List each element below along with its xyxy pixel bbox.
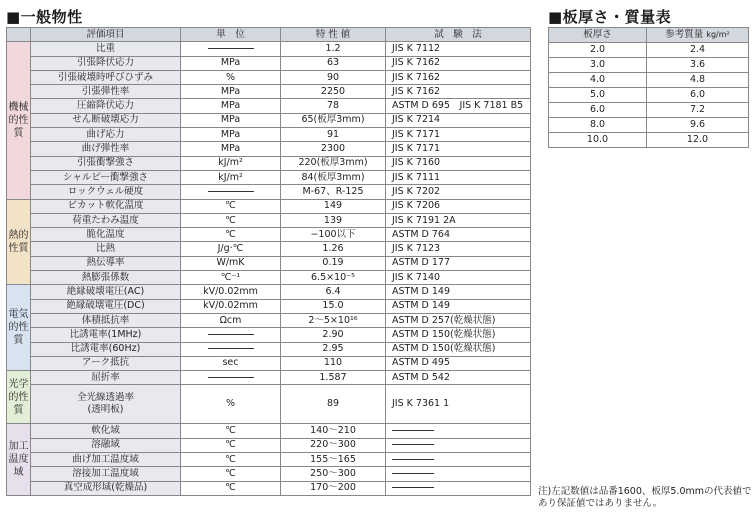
dash-line [208,348,254,349]
mass-cell: 9.6 [647,118,749,133]
item-name: 曲げ弾性率 [31,142,181,156]
value-cell: 170～200 [281,481,386,495]
value-cell: 155～165 [281,453,386,467]
unit-cell: ℃⁻¹ [181,271,281,285]
value-cell: 2～5×10¹⁶ [281,313,386,327]
dash-line [392,473,434,474]
mass-cell: 7.2 [647,103,749,118]
test-method-cell [386,438,531,452]
test-method-cell: JIS K 7162 [386,70,531,84]
table-row [7,142,531,156]
table-row [7,42,531,56]
value-cell: 140～210 [281,424,386,438]
table-row [7,128,531,142]
header-item: 評価項目 [31,28,181,42]
test-method-cell: ASTM D 542 [386,371,531,385]
item-name: 荷重たわみ温度 [31,213,181,227]
thickness-cell: 8.0 [549,118,647,133]
thickness-cell: 4.0 [549,73,647,88]
category-label: 熱的性質 [7,199,31,285]
test-method-cell: JIS K 7112 [386,42,531,56]
dash-line [208,334,254,335]
thickness-cell: 2.0 [549,43,647,58]
value-cell: 84(板厚3mm) [281,170,386,184]
unit-cell [181,328,281,342]
test-method-cell: ASTM D 695 JIS K 7181 B5 [386,99,531,113]
table-row [7,156,531,170]
test-method-cell: JIS K 7123 [386,242,531,256]
item-name: ビカット軟化温度 [31,199,181,213]
table-row [7,424,531,438]
test-method-cell: JIS K 7160 [386,156,531,170]
dash-line [208,191,254,192]
table-row [7,313,531,327]
unit-cell: MPa [181,99,281,113]
table-row [549,58,749,73]
item-name: 引張衝撃強さ [31,156,181,170]
test-method-cell: ASTM D 149 [386,285,531,299]
value-cell: 15.0 [281,299,386,313]
test-method-cell: JIS K 7206 [386,199,531,213]
test-method-cell: ASTM D 177 [386,256,531,270]
header-blank [7,28,31,42]
table-row [7,271,531,285]
value-cell: 78 [281,99,386,113]
value-cell: 2300 [281,142,386,156]
unit-cell: ℃ [181,213,281,227]
table-row [7,256,531,270]
item-name: 引張降伏応力 [31,56,181,70]
value-cell: 1.587 [281,371,386,385]
table-row [7,70,531,84]
header-mass [647,28,749,43]
item-name: 圧縮降伏応力 [31,99,181,113]
item-name: 体積抵抗率 [31,313,181,327]
table-row [7,453,531,467]
general-properties-table [6,27,531,496]
value-cell: 220(板厚3mm) [281,156,386,170]
value-cell: 110 [281,356,386,370]
unit-cell: J/g·℃ [181,242,281,256]
item-name: 軟化域 [31,424,181,438]
table-row [7,385,531,424]
test-method-cell: JIS K 7111 [386,170,531,184]
table-row [7,99,531,113]
test-method-cell: JIS K 7191 2A [386,213,531,227]
value-cell: 2.90 [281,328,386,342]
table-row [7,170,531,184]
item-name: 比誘電率(60Hz) [31,342,181,356]
unit-cell: Ωcm [181,313,281,327]
table-row [7,242,531,256]
thickness-cell: 3.0 [549,58,647,73]
table-header-row [549,28,749,43]
header-test: 試 験 法 [386,28,531,42]
mass-cell: 12.0 [647,133,749,148]
table-row [7,467,531,481]
unit-cell: kV/0.02mm [181,285,281,299]
value-cell: 6.4 [281,285,386,299]
item-name: 引張弾性率 [31,85,181,99]
dash-line [392,487,434,488]
dash-line [208,48,254,49]
unit-cell [181,42,281,56]
value-cell: 139 [281,213,386,227]
value-cell: −100以下 [281,228,386,242]
test-method-cell [386,424,531,438]
unit-cell: W/mK [181,256,281,270]
unit-cell [181,371,281,385]
test-method-cell: ASTM D 150(乾燥状態) [386,342,531,356]
test-method-cell: JIS K 7140 [386,271,531,285]
unit-cell: ℃ [181,467,281,481]
value-cell: 65(板厚3mm) [281,113,386,127]
item-name: 脆化温度 [31,228,181,242]
table-row [549,133,749,148]
mass-cell: 2.4 [647,43,749,58]
unit-cell: ℃ [181,453,281,467]
table-row [7,85,531,99]
test-method-cell [386,453,531,467]
test-method-cell: ASTM D 257(乾燥状態) [386,313,531,327]
unit-cell: % [181,385,281,424]
thickness-mass-table [548,27,749,148]
value-cell: 250～300 [281,467,386,481]
value-cell: 2.95 [281,342,386,356]
item-name: 溶融域 [31,438,181,452]
test-method-cell: JIS K 7214 [386,113,531,127]
item-name: 引張破壊時呼びひずみ [31,70,181,84]
test-method-cell: ASTM D 764 [386,228,531,242]
header-mass-unit: kg/m² [706,30,730,39]
table-row [7,285,531,299]
header-thickness: 板厚さ [549,28,647,43]
unit-cell: kJ/m² [181,156,281,170]
unit-cell: MPa [181,128,281,142]
unit-cell: ℃ [181,199,281,213]
unit-cell: ℃ [181,481,281,495]
test-method-cell [386,481,531,495]
thickness-cell: 10.0 [549,133,647,148]
unit-cell: ℃ [181,424,281,438]
mass-cell: 4.8 [647,73,749,88]
table-row [7,299,531,313]
test-method-cell: JIS K 7162 [386,85,531,99]
item-name: 屈折率 [31,371,181,385]
dash-line [392,459,434,460]
item-name: 全光線透過率 (透明板) [31,385,181,424]
category-label: 光学的性質 [7,371,31,424]
test-method-cell [386,467,531,481]
item-name: 溶接加工温度域 [31,467,181,481]
unit-cell: ℃ [181,438,281,452]
table-header-row [7,28,531,42]
item-name: せん断破壊応力 [31,113,181,127]
unit-cell: MPa [181,113,281,127]
dash-line [208,377,254,378]
dash-line [392,430,434,431]
table-row [7,356,531,370]
general-properties-title: ■一般物性 [6,8,83,26]
unit-cell: sec [181,356,281,370]
table-row [7,56,531,70]
test-method-cell: JIS K 7162 [386,56,531,70]
category-label: 加工温度域 [7,424,31,495]
test-method-cell: ASTM D 495 [386,356,531,370]
table-row [7,438,531,452]
thickness-cell: 6.0 [549,103,647,118]
table-row [7,481,531,495]
item-name: 熱膨張係数 [31,271,181,285]
footnote: 注)左記数値は品番1600、板厚5.0mmの代表値であり保証値ではありません。 [538,486,752,509]
item-name: 絶縁破壊電圧(DC) [31,299,181,313]
item-name: 比熱 [31,242,181,256]
table-row [549,73,749,88]
item-name: 比重 [31,42,181,56]
item-name: 絶縁破壊電圧(AC) [31,285,181,299]
table-row [7,199,531,213]
unit-cell: MPa [181,85,281,99]
value-cell: 1.26 [281,242,386,256]
item-name: アーク抵抗 [31,356,181,370]
thickness-mass-title: ■板厚さ・質量表 [548,8,672,26]
header-unit: 単 位 [181,28,281,42]
item-name: ロックウェル硬度 [31,185,181,199]
item-name: 曲げ応力 [31,128,181,142]
value-cell: 89 [281,385,386,424]
item-name: 曲げ加工温度域 [31,453,181,467]
value-cell: M-67、R-125 [281,185,386,199]
value-cell: 149 [281,199,386,213]
table-row [549,88,749,103]
value-cell: 91 [281,128,386,142]
value-cell: 63 [281,56,386,70]
mass-cell: 6.0 [647,88,749,103]
category-label: 機械的性質 [7,42,31,199]
category-label: 電気的性質 [7,285,31,371]
unit-cell: ℃ [181,228,281,242]
table-row [549,118,749,133]
test-method-cell: ASTM D 149 [386,299,531,313]
table-row [7,185,531,199]
table-row [7,228,531,242]
header-mass-label: 参考質量 [665,29,704,40]
unit-cell: % [181,70,281,84]
dash-line [392,444,434,445]
unit-cell: MPa [181,56,281,70]
unit-cell: kV/0.02mm [181,299,281,313]
table-row [7,213,531,227]
test-method-cell: JIS K 7171 [386,128,531,142]
item-name: シャルピー衝撃強さ [31,170,181,184]
header-value: 特 性 値 [281,28,386,42]
unit-cell: MPa [181,142,281,156]
value-cell: 90 [281,70,386,84]
value-cell: 6.5×10⁻⁵ [281,271,386,285]
table-row [7,371,531,385]
table-row [7,113,531,127]
test-method-cell: JIS K 7202 [386,185,531,199]
item-name: 熱伝導率 [31,256,181,270]
unit-cell: kJ/m² [181,170,281,184]
table-row [549,43,749,58]
test-method-cell: ASTM D 150(乾燥状態) [386,328,531,342]
test-method-cell: JIS K 7361 1 [386,385,531,424]
value-cell: 2250 [281,85,386,99]
table-row [7,342,531,356]
unit-cell [181,185,281,199]
item-name: 真空成形域(乾燥品) [31,481,181,495]
mass-cell: 3.6 [647,58,749,73]
value-cell: 220～300 [281,438,386,452]
test-method-cell: JIS K 7171 [386,142,531,156]
item-name: 比誘電率(1MHz) [31,328,181,342]
value-cell: 1.2 [281,42,386,56]
thickness-cell: 5.0 [549,88,647,103]
table-row [549,103,749,118]
unit-cell [181,342,281,356]
table-row [7,328,531,342]
value-cell: 0.19 [281,256,386,270]
